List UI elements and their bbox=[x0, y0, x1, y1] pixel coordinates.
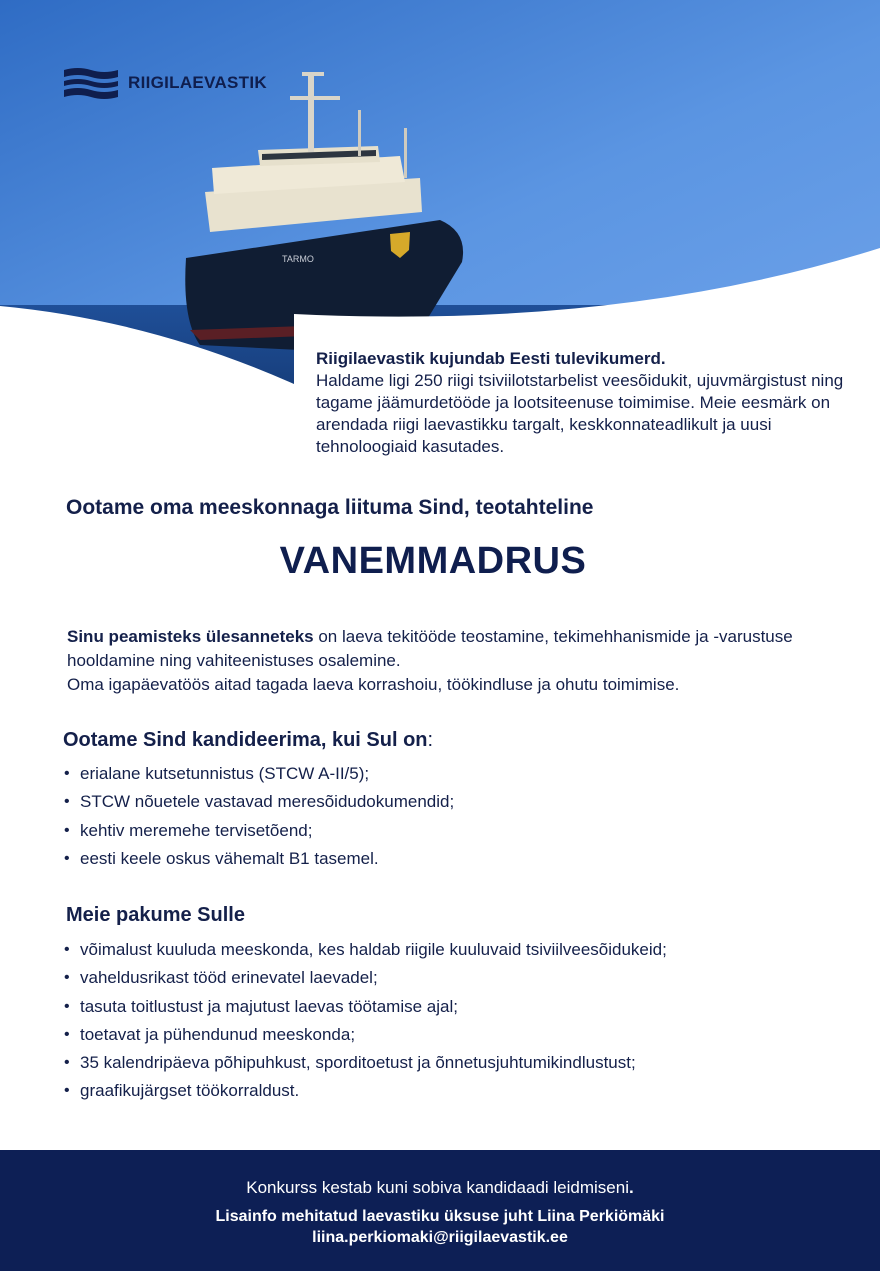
ship-photo bbox=[0, 0, 880, 400]
hero-photo bbox=[0, 0, 880, 400]
requirements-heading bbox=[63, 729, 433, 752]
intro-paragraph bbox=[316, 348, 856, 458]
list-item: • vaheldusrikast tööd erinevatel laevadel; bbox=[64, 964, 667, 992]
duties-text: on laeva tekitööde teostamine, tekimehhanismide ja -varustuse hooldamine ning vahiteenistuses osalemine. bbox=[67, 627, 793, 670]
list-item: • eesti keele oskus vähemalt B1 tasemel. bbox=[64, 845, 454, 873]
footer-banner bbox=[0, 1150, 880, 1271]
ship-name: TARMO bbox=[282, 254, 314, 264]
list-item: • kehtiv meremehe tervisetõend; bbox=[64, 817, 454, 845]
duties-line2: Oma igapäevatöös aitad tagada laeva korrashoiu, töökindluse ja ohutu toimimise. bbox=[67, 675, 680, 694]
list-item: • 35 kalendripäeva põhipuhkust, sporditoetust ja õnnetusjuhtumikindlustust; bbox=[64, 1049, 667, 1077]
brand-logo bbox=[64, 66, 267, 100]
footer-contact: Lisainfo mehitatud laevastiku üksuse juht Liina Perkiömäki bbox=[215, 1208, 665, 1225]
duties-paragraph bbox=[67, 625, 807, 697]
list-item: • võimalust kuuluda meeskonda, kes haldab riigile kuuluvaid tsiviilveesõidukeid; bbox=[64, 936, 667, 964]
brand-name: RIIGILAEVASTIK bbox=[128, 73, 267, 92]
job-title: VANEMMADRUS bbox=[279, 540, 587, 582]
list-item: • graafikujärgset töökorraldust. bbox=[64, 1077, 667, 1105]
offer-heading: Meie pakume Sulle bbox=[66, 904, 245, 926]
requirements-list bbox=[64, 760, 454, 873]
duties-bold: Sinu peamisteks ülesanneteks bbox=[67, 627, 314, 646]
list-item: • toetavat ja pühendunud meeskonda; bbox=[64, 1021, 667, 1049]
footer-email-link[interactable]: liina.perkiomaki@riigilaevastik.ee bbox=[312, 1229, 568, 1246]
list-item: • erialane kutsetunnistus (STCW A-II/5); bbox=[64, 760, 454, 788]
waves-icon bbox=[64, 66, 118, 100]
list-item: • tasuta toitlustust ja majutust laevas töötamise ajal; bbox=[64, 993, 667, 1021]
footer-deadline-text: Konkurss kestab kuni sobiva kandidaadi leidmiseni bbox=[246, 1178, 629, 1197]
requirements-heading-text: Ootame Sind kandideerima, kui Sul on bbox=[63, 729, 428, 751]
footer-deadline bbox=[0, 1178, 880, 1198]
footer-deadline-dot: . bbox=[628, 1178, 634, 1197]
list-item: • STCW nõuetele vastavad meresõidudokumendid; bbox=[64, 788, 454, 816]
intro-body: Haldame ligi 250 riigi tsiviilotstarbelist veesõidukit, ujuvmärgistust ning tagame jäämurdetööde ja lootsiteenuse toimimise. Meie eesmärk on arendada riigi laevastikku targalt, keskkonnateadlikult ja uusi tehnoloogiaid kasutades. bbox=[316, 371, 844, 456]
offer-list bbox=[64, 936, 667, 1106]
intro-lead: Riigilaevastik kujundab Eesti tulevikumerd. bbox=[316, 349, 666, 368]
requirements-heading-colon: : bbox=[427, 729, 434, 751]
invite-heading: Ootame oma meeskonnaga liituma Sind, teotahteline bbox=[66, 496, 594, 519]
